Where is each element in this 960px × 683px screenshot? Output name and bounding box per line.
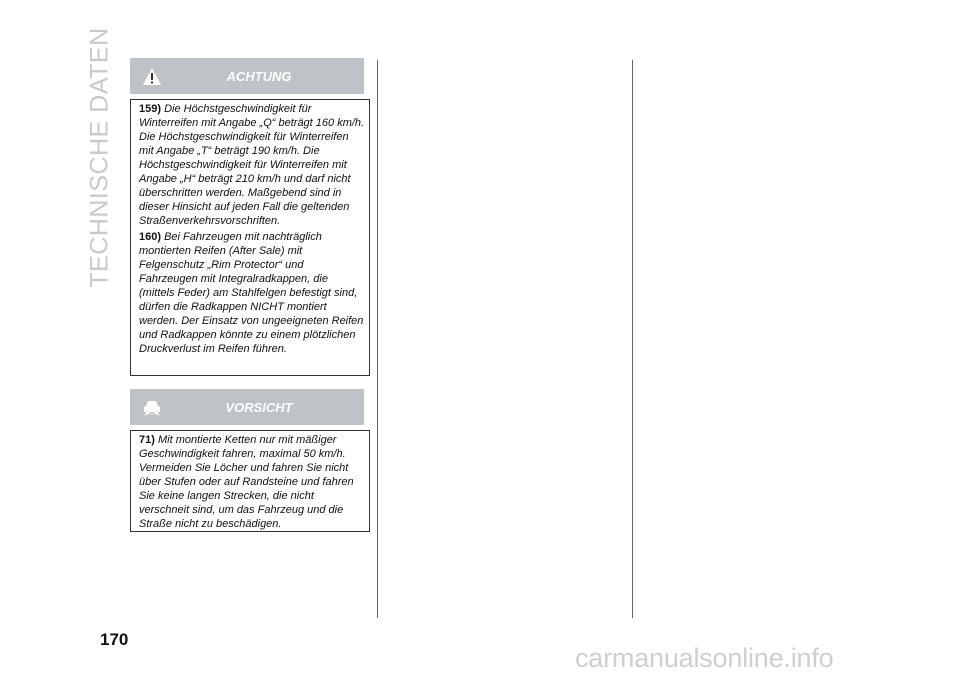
warning-note bbox=[139, 230, 365, 356]
column-divider-2 bbox=[632, 60, 633, 618]
column-divider-1 bbox=[377, 60, 378, 618]
footer-url[interactable]: carmanualsonline.info bbox=[575, 643, 834, 673]
warning-triangle-icon bbox=[130, 58, 174, 94]
note-number: 160) bbox=[139, 231, 162, 243]
warning-title: ACHTUNG bbox=[226, 68, 292, 84]
caution-body bbox=[130, 430, 370, 532]
section-title bbox=[78, 27, 122, 288]
note-text: Die Höchstgeschwindigkeit für Winterreifen mit Angabe „Q“ beträgt 160 km/h. Die Höchstgeschwindigkeit für Winterreifen mit Angabe „T“ beträgt 190 km/h. Die Höchstgeschwindigkeit für Winterreifen mit Angabe „H“ beträgt 210 km/h und darf nicht überschritten werden. Maßgebend sind in dieser Hinsicht auf jeden Fall die geltenden Straßenverkehrsvorschriften. bbox=[139, 103, 365, 227]
note-text: Bei Fahrzeugen mit nachträglich montierten Reifen (After Sale) mit Felgenschutz „Rim Protector“ und Fahrzeugen mit Integralradkappen, die (mittels Feder) am Stahlfelgen befestigt sind, dürfen die Radkappen NICHT montiert werden. Der Einsatz von ungeeigneten Reifen und Radkappen könnte zu einem plötzlichen Druckverlust im Reifen führen. bbox=[139, 231, 364, 355]
section-title-text: TECHNISCHE DATEN bbox=[85, 27, 114, 288]
caution-note bbox=[139, 433, 365, 531]
note-number: 159) bbox=[139, 103, 162, 115]
warning-body bbox=[130, 99, 370, 376]
caution-header bbox=[130, 389, 364, 425]
note-number: 71) bbox=[139, 434, 155, 446]
note-text: Mit montierte Ketten nur mit mäßiger Geschwindigkeit fahren, maximal 50 km/h. Vermeiden Sie Löcher und fahren Sie nicht über Stufen oder auf Randsteine und fahren Sie keine langen Strecken, die nicht verschneit sind, um das Fahrzeug und die Straße nicht zu beschädigen. bbox=[139, 434, 354, 530]
warning-note bbox=[139, 102, 365, 228]
warning-header bbox=[130, 58, 364, 94]
page-number: 170 bbox=[100, 630, 129, 649]
caution-title: VORSICHT bbox=[225, 399, 293, 415]
car-caution-icon bbox=[130, 389, 174, 425]
